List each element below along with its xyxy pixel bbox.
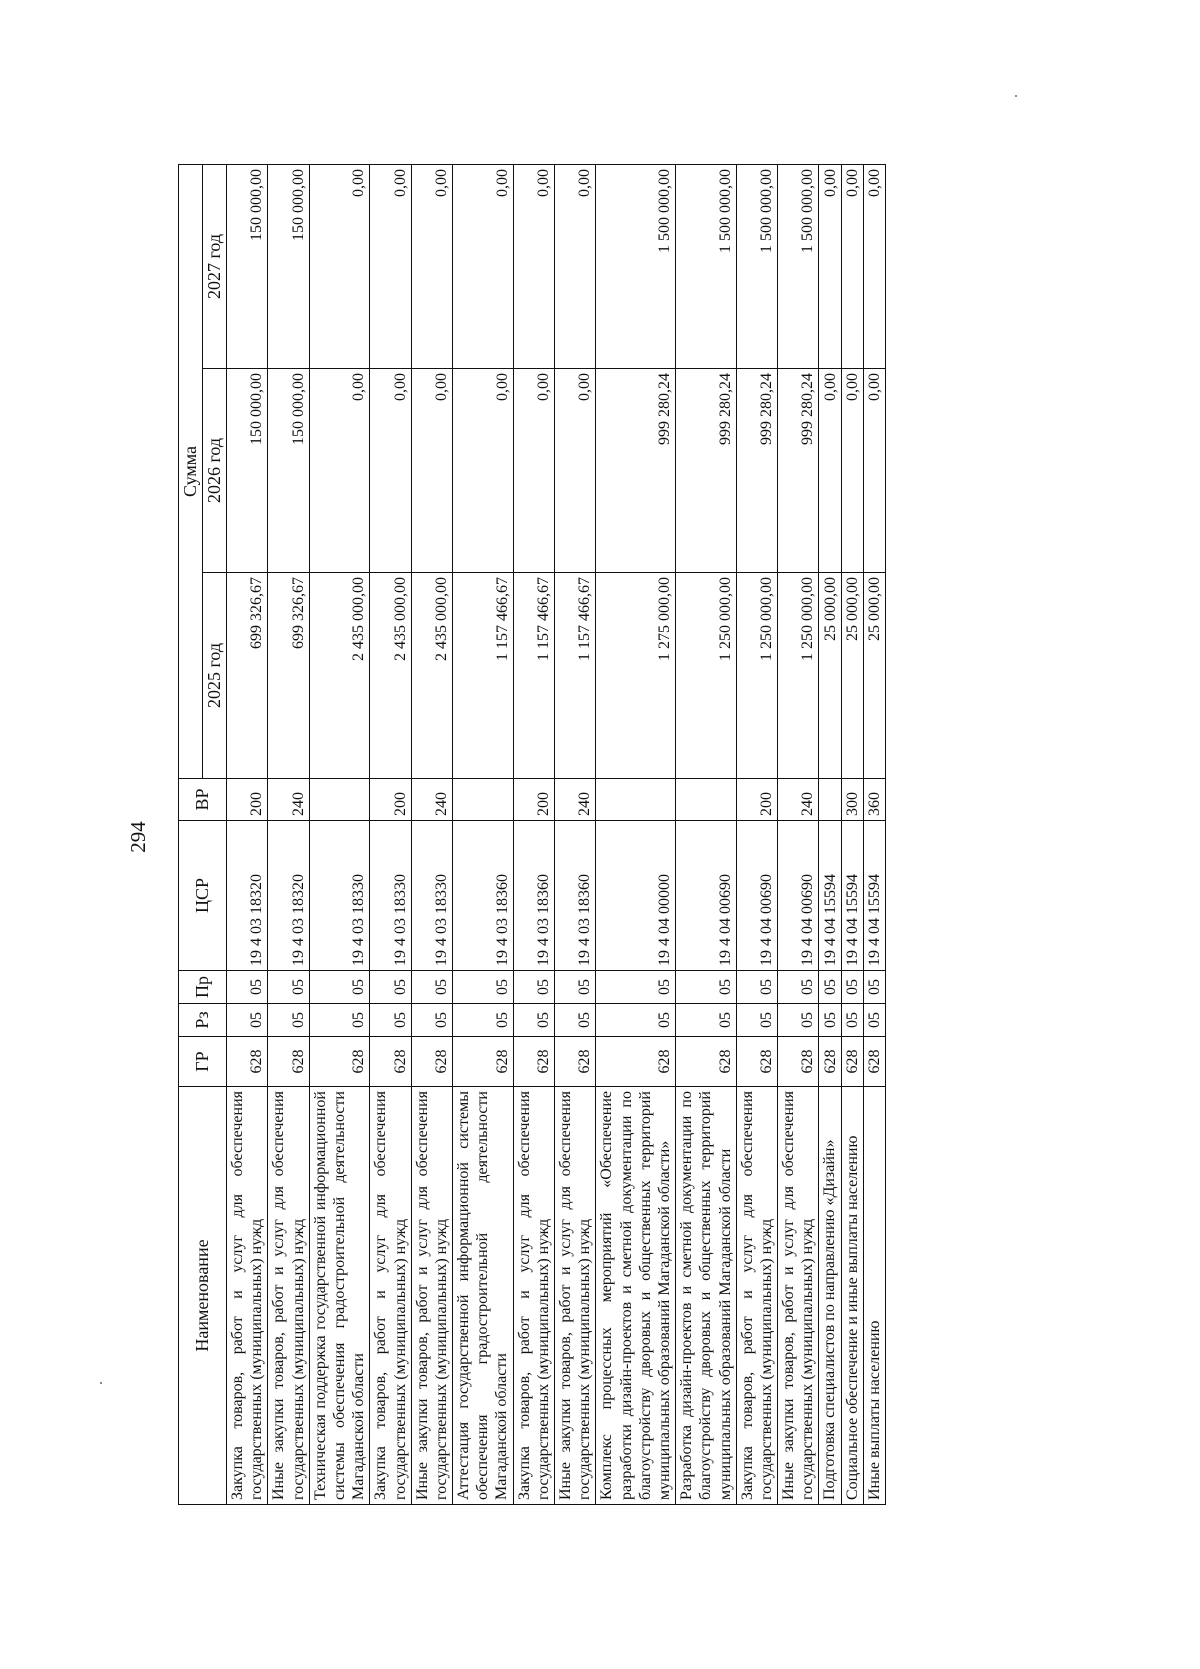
row-gr-cell: 628 <box>778 1037 819 1087</box>
row-name-cell: Аттестация государственной информационной системы обеспечения градостроительной деятельности Магаданской области <box>453 1087 514 1505</box>
scan-speck <box>1015 95 1017 97</box>
scan-speck <box>100 1382 102 1384</box>
row-pr-cell: 05 <box>411 971 452 1004</box>
row-name-cell: Иные закупки товаров, работ и услуг для обеспечения государственных (муниципальных) нужд <box>411 1087 452 1505</box>
row-vr-cell <box>309 779 370 821</box>
row-csr-cell: 19 4 04 00690 <box>778 821 819 971</box>
row-amount-2026-cell: 150 000,00 <box>268 369 309 573</box>
row-amount-2025-cell: 699 326,67 <box>268 573 309 779</box>
row-vr-cell: 240 <box>555 779 596 821</box>
table-row <box>596 164 676 1504</box>
row-csr-cell: 19 4 03 18360 <box>513 821 554 971</box>
header-rz: Рз <box>179 1004 227 1037</box>
row-gr-cell: 628 <box>819 1037 841 1087</box>
row-name-cell: Социальное обеспечение и иные выплаты населению <box>841 1087 863 1505</box>
row-amount-2025-cell: 2 435 000,00 <box>370 573 411 779</box>
row-name-cell: Закупка товаров, работ и услуг для обеспечения государственных (муниципальных) нужд <box>370 1087 411 1505</box>
row-amount-2025-cell: 2 435 000,00 <box>411 573 452 779</box>
row-amount-2025-cell: 1 157 466,67 <box>513 573 554 779</box>
row-gr-cell: 628 <box>370 1037 411 1087</box>
row-csr-cell: 19 4 04 15594 <box>863 821 885 971</box>
row-amount-2026-cell: 0,00 <box>819 369 841 573</box>
row-pr-cell: 05 <box>453 971 514 1004</box>
table-row <box>676 164 737 1504</box>
row-amount-2027-cell: 1 500 000,00 <box>596 164 676 368</box>
rotated-page-content <box>178 165 1098 1505</box>
row-csr-cell: 19 4 04 00690 <box>736 821 777 971</box>
row-pr-cell: 05 <box>863 971 885 1004</box>
row-vr-cell: 200 <box>370 779 411 821</box>
row-rz-cell: 05 <box>268 1004 309 1037</box>
row-name-cell: Разработка дизайн-проектов и сметной документации по благоустройству дворовых и общественных территорий муниципальных образований Магаданской области <box>676 1087 737 1505</box>
row-vr-cell: 200 <box>736 779 777 821</box>
row-amount-2026-cell: 0,00 <box>411 369 452 573</box>
header-sum: Сумма <box>179 164 203 778</box>
row-amount-2026-cell: 0,00 <box>841 369 863 573</box>
row-name-cell: Иные закупки товаров, работ и услуг для обеспечения государственных (муниципальных) нужд <box>555 1087 596 1505</box>
row-vr-cell: 240 <box>268 779 309 821</box>
header-pr: Пр <box>179 971 227 1004</box>
row-amount-2026-cell: 0,00 <box>513 369 554 573</box>
header-year-2026: 2026 год <box>203 369 227 573</box>
table-row <box>555 164 596 1504</box>
row-amount-2027-cell: 0,00 <box>841 164 863 368</box>
row-amount-2027-cell: 0,00 <box>411 164 452 368</box>
row-amount-2025-cell: 25 000,00 <box>841 573 863 779</box>
row-pr-cell: 05 <box>819 971 841 1004</box>
row-pr-cell: 05 <box>513 971 554 1004</box>
table-row <box>863 164 885 1504</box>
row-name-cell: Иные выплаты населению <box>863 1087 885 1505</box>
row-amount-2025-cell: 1 157 466,67 <box>453 573 514 779</box>
row-name-cell: Иные закупки товаров, работ и услуг для обеспечения государственных (муниципальных) нужд <box>268 1087 309 1505</box>
row-csr-cell: 19 4 04 15594 <box>841 821 863 971</box>
row-amount-2025-cell: 1 250 000,00 <box>736 573 777 779</box>
row-amount-2026-cell: 999 280,24 <box>736 369 777 573</box>
row-name-cell: Закупка товаров, работ и услуг для обеспечения государственных (муниципальных) нужд <box>227 1087 268 1505</box>
row-gr-cell: 628 <box>309 1037 370 1087</box>
row-name-cell: Подготовка специалистов по направлению «Дизайн» <box>819 1087 841 1505</box>
row-csr-cell: 19 4 03 18330 <box>370 821 411 971</box>
header-vr: ВР <box>179 779 227 821</box>
row-amount-2025-cell: 25 000,00 <box>819 573 841 779</box>
row-gr-cell: 628 <box>227 1037 268 1087</box>
row-vr-cell <box>676 779 737 821</box>
row-amount-2025-cell: 1 275 000,00 <box>596 573 676 779</box>
row-csr-cell: 19 4 03 18360 <box>453 821 514 971</box>
row-name-cell: Закупка товаров, работ и услуг для обеспечения государственных (муниципальных) нужд <box>736 1087 777 1505</box>
row-pr-cell: 05 <box>227 971 268 1004</box>
row-amount-2027-cell: 0,00 <box>370 164 411 368</box>
row-name-cell: Иные закупки товаров, работ и услуг для обеспечения государственных (муниципальных) нужд <box>778 1087 819 1505</box>
table-row <box>411 164 452 1504</box>
row-gr-cell: 628 <box>736 1037 777 1087</box>
row-vr-cell: 240 <box>778 779 819 821</box>
row-pr-cell: 05 <box>676 971 737 1004</box>
row-pr-cell: 05 <box>596 971 676 1004</box>
row-gr-cell: 628 <box>453 1037 514 1087</box>
table-body <box>227 164 886 1504</box>
row-pr-cell: 05 <box>555 971 596 1004</box>
row-csr-cell: 19 4 03 18320 <box>268 821 309 971</box>
row-rz-cell: 05 <box>411 1004 452 1037</box>
row-gr-cell: 628 <box>863 1037 885 1087</box>
row-rz-cell: 05 <box>370 1004 411 1037</box>
row-gr-cell: 628 <box>555 1037 596 1087</box>
row-csr-cell: 19 4 03 18320 <box>227 821 268 971</box>
row-amount-2026-cell: 999 280,24 <box>676 369 737 573</box>
row-amount-2027-cell: 1 500 000,00 <box>676 164 737 368</box>
row-amount-2027-cell: 1 500 000,00 <box>778 164 819 368</box>
row-gr-cell: 628 <box>841 1037 863 1087</box>
row-amount-2026-cell: 999 280,24 <box>778 369 819 573</box>
row-name-cell: Техническая поддержка государственной информационной системы обеспечения градостроительной деятельности Магаданской области <box>309 1087 370 1505</box>
row-csr-cell: 19 4 04 15594 <box>819 821 841 971</box>
table-row <box>513 164 554 1504</box>
table-row <box>268 164 309 1504</box>
row-amount-2025-cell: 699 326,67 <box>227 573 268 779</box>
header-gr: ГР <box>179 1037 227 1087</box>
row-vr-cell: 360 <box>863 779 885 821</box>
table-row <box>736 164 777 1504</box>
table-row <box>819 164 841 1504</box>
header-year-2027: 2027 год <box>203 164 227 368</box>
row-amount-2027-cell: 150 000,00 <box>227 164 268 368</box>
row-pr-cell: 05 <box>841 971 863 1004</box>
row-gr-cell: 628 <box>676 1037 737 1087</box>
row-csr-cell: 19 4 04 00000 <box>596 821 676 971</box>
row-csr-cell: 19 4 03 18330 <box>411 821 452 971</box>
row-amount-2027-cell: 0,00 <box>453 164 514 368</box>
row-amount-2027-cell: 0,00 <box>819 164 841 368</box>
header-year-2025: 2025 год <box>203 573 227 779</box>
table-row <box>778 164 819 1504</box>
row-rz-cell: 05 <box>819 1004 841 1037</box>
row-rz-cell: 05 <box>513 1004 554 1037</box>
row-amount-2026-cell: 0,00 <box>863 369 885 573</box>
row-amount-2027-cell: 0,00 <box>863 164 885 368</box>
row-csr-cell: 19 4 04 00690 <box>676 821 737 971</box>
row-vr-cell <box>596 779 676 821</box>
row-rz-cell: 05 <box>596 1004 676 1037</box>
row-amount-2025-cell: 1 157 466,67 <box>555 573 596 779</box>
table-row <box>841 164 863 1504</box>
row-rz-cell: 05 <box>309 1004 370 1037</box>
row-gr-cell: 628 <box>268 1037 309 1087</box>
row-gr-cell: 628 <box>411 1037 452 1087</box>
budget-table <box>178 164 886 1505</box>
row-vr-cell: 240 <box>411 779 452 821</box>
table-row <box>309 164 370 1504</box>
row-vr-cell: 200 <box>227 779 268 821</box>
header-row-top <box>179 164 203 1504</box>
row-pr-cell: 05 <box>370 971 411 1004</box>
header-csr: ЦСР <box>179 821 227 971</box>
row-amount-2027-cell: 0,00 <box>513 164 554 368</box>
row-amount-2026-cell: 150 000,00 <box>227 369 268 573</box>
row-gr-cell: 628 <box>596 1037 676 1087</box>
page-number: 294 <box>126 821 150 853</box>
row-amount-2026-cell: 0,00 <box>309 369 370 573</box>
row-pr-cell: 05 <box>778 971 819 1004</box>
row-amount-2026-cell: 0,00 <box>555 369 596 573</box>
row-pr-cell: 05 <box>736 971 777 1004</box>
row-vr-cell: 200 <box>513 779 554 821</box>
row-amount-2026-cell: 0,00 <box>370 369 411 573</box>
table-row <box>370 164 411 1504</box>
row-rz-cell: 05 <box>736 1004 777 1037</box>
row-amount-2026-cell: 999 280,24 <box>596 369 676 573</box>
row-amount-2027-cell: 1 500 000,00 <box>736 164 777 368</box>
table-row <box>453 164 514 1504</box>
row-csr-cell: 19 4 03 18360 <box>555 821 596 971</box>
row-vr-cell: 300 <box>841 779 863 821</box>
row-rz-cell: 05 <box>841 1004 863 1037</box>
row-pr-cell: 05 <box>309 971 370 1004</box>
row-name-cell: Закупка товаров, работ и услуг для обеспечения государственных (муниципальных) нужд <box>513 1087 554 1505</box>
row-rz-cell: 05 <box>227 1004 268 1037</box>
row-amount-2025-cell: 1 250 000,00 <box>676 573 737 779</box>
row-amount-2027-cell: 0,00 <box>555 164 596 368</box>
row-amount-2025-cell: 1 250 000,00 <box>778 573 819 779</box>
row-amount-2026-cell: 0,00 <box>453 369 514 573</box>
row-vr-cell <box>819 779 841 821</box>
row-rz-cell: 05 <box>453 1004 514 1037</box>
row-csr-cell: 19 4 03 18330 <box>309 821 370 971</box>
row-amount-2027-cell: 150 000,00 <box>268 164 309 368</box>
row-gr-cell: 628 <box>513 1037 554 1087</box>
row-amount-2025-cell: 25 000,00 <box>863 573 885 779</box>
row-rz-cell: 05 <box>555 1004 596 1037</box>
row-rz-cell: 05 <box>778 1004 819 1037</box>
row-pr-cell: 05 <box>268 971 309 1004</box>
table-row <box>227 164 268 1504</box>
row-vr-cell <box>453 779 514 821</box>
header-name: Наименование <box>179 1087 227 1505</box>
row-rz-cell: 05 <box>863 1004 885 1037</box>
row-amount-2025-cell: 2 435 000,00 <box>309 573 370 779</box>
row-name-cell: Комплекс процессных мероприятий «Обеспечение разработки дизайн-проектов и сметной документации по благоустройству дворовых и общественных территорий муниципальных образований Магаданской области» <box>596 1087 676 1505</box>
row-rz-cell: 05 <box>676 1004 737 1037</box>
row-amount-2027-cell: 0,00 <box>309 164 370 368</box>
